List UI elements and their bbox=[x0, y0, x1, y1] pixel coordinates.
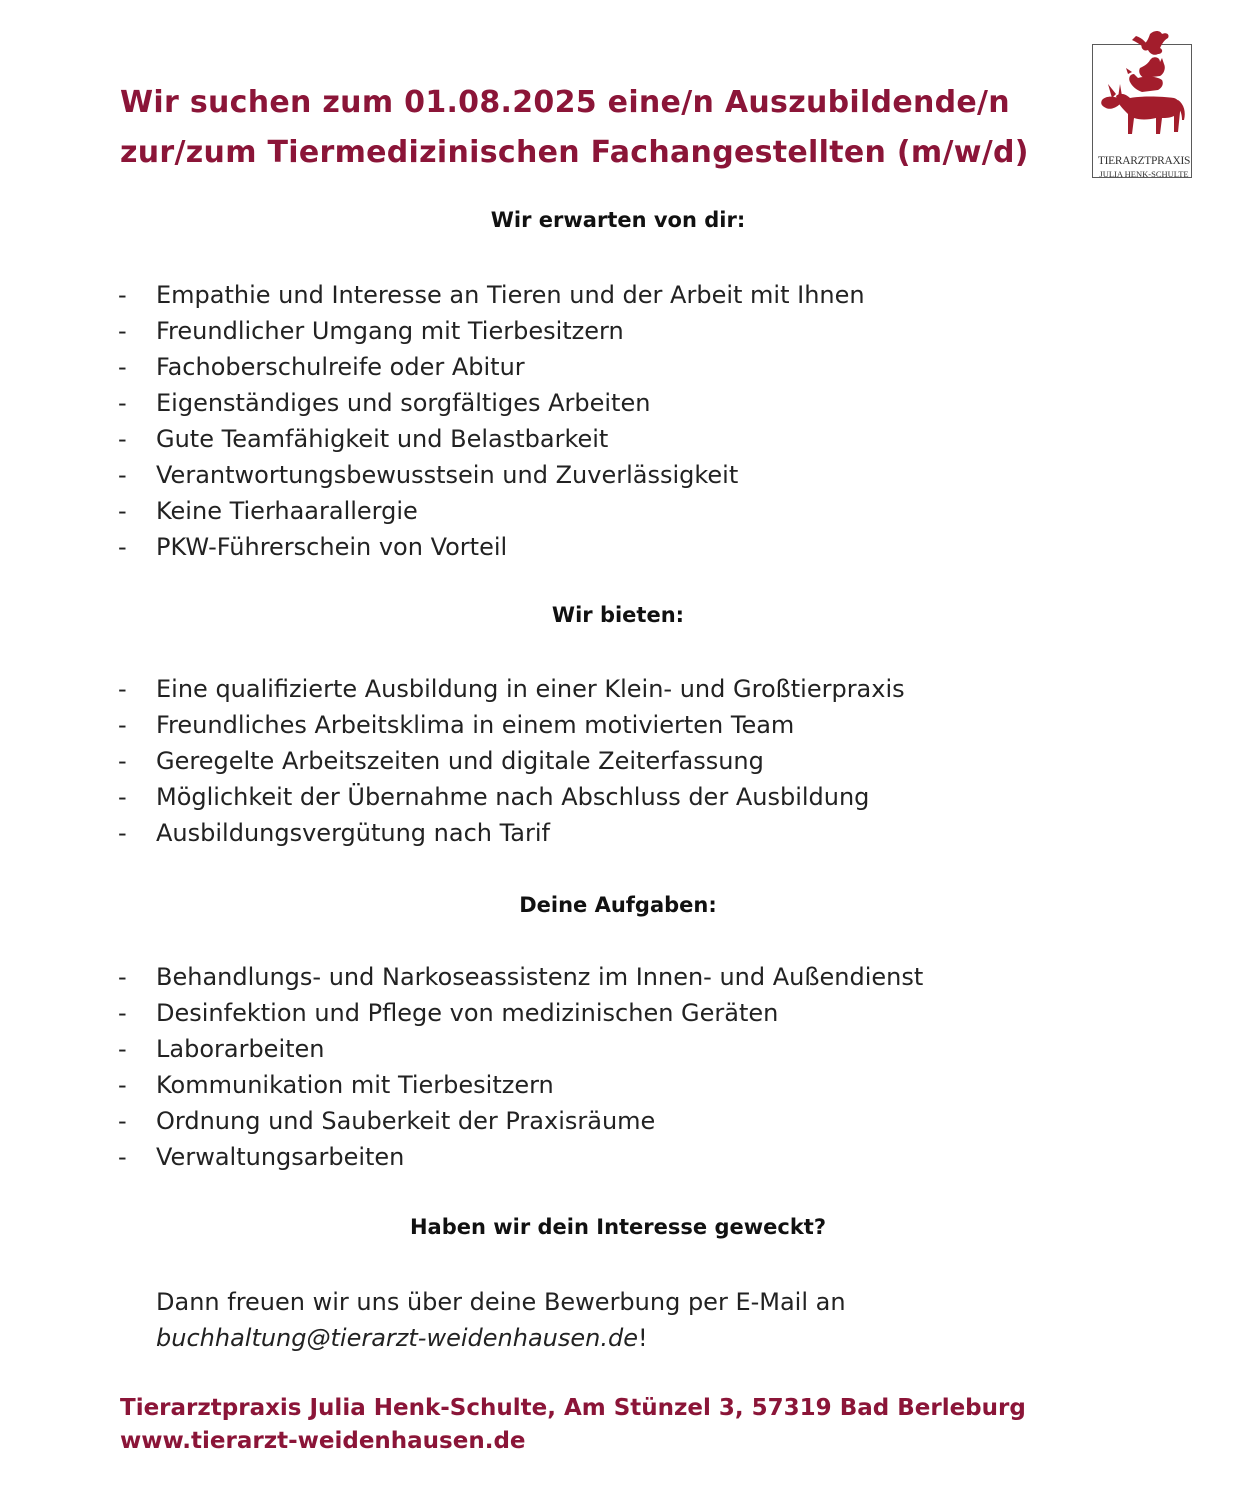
practice-logo bbox=[1090, 28, 1198, 184]
bullet-dash: - bbox=[118, 281, 127, 309]
list-item: - Verantwortungsbewusstsein und Zuverlässigkeit bbox=[118, 457, 865, 493]
title-line-2: zur/zum Tiermedizinischen Fachangestellten (m/w/d) bbox=[120, 135, 1029, 170]
list-item: - Freundlicher Umgang mit Tierbesitzern bbox=[118, 313, 865, 349]
list-item: - Geregelte Arbeitszeiten und digitale Zeiterfassung bbox=[118, 743, 905, 779]
bullet-dash: - bbox=[118, 963, 127, 991]
bullet-dash: - bbox=[118, 675, 127, 703]
logo-name-line-1: TIERARZTPRAXIS bbox=[1097, 155, 1191, 167]
email-link[interactable]: buchhaltung@tierarzt-weidenhausen.de bbox=[156, 1324, 638, 1352]
expectations-heading: Wir erwarten von dir: bbox=[490, 208, 746, 232]
bullet-dash: - bbox=[118, 1107, 127, 1135]
bullet-dash: - bbox=[118, 783, 127, 811]
list-item: - Eine qualifizierte Ausbildung in einer Klein- und Großtierpraxis bbox=[118, 671, 905, 707]
bullet-dash: - bbox=[118, 497, 127, 525]
list-item: - Empathie und Interesse an Tieren und der Arbeit mit Ihnen bbox=[118, 277, 865, 313]
bullet-dash: - bbox=[118, 317, 127, 345]
closing-text bbox=[156, 1284, 846, 1356]
bullet-dash: - bbox=[118, 461, 127, 489]
list-item: - Fachoberschulreife oder Abitur bbox=[118, 349, 865, 385]
list-item: - Eigenständiges und sorgfältiges Arbeiten bbox=[118, 385, 865, 421]
list-item: - Ausbildungsvergütung nach Tarif bbox=[118, 815, 905, 851]
footer-address: Tierarztpraxis Julia Henk-Schulte, Am Stünzel 3, 57319 Bad Berleburg bbox=[120, 1395, 1026, 1421]
bullet-dash: - bbox=[118, 425, 127, 453]
bullet-dash: - bbox=[118, 999, 127, 1027]
list-item: - Kommunikation mit Tierbesitzern bbox=[118, 1067, 923, 1103]
logo-name-line-2: JULIA HENK-SCHULTE bbox=[1099, 169, 1189, 179]
list-item: - Gute Teamfähigkeit und Belastbarkeit bbox=[118, 421, 865, 457]
list-item: - Möglichkeit der Übernahme nach Abschluss der Ausbildung bbox=[118, 779, 905, 815]
bullet-dash: - bbox=[118, 1071, 127, 1099]
tasks-list bbox=[118, 959, 923, 1175]
page-title bbox=[120, 78, 1029, 178]
title-line-1: Wir suchen zum 01.08.2025 eine/n Auszubildende/n bbox=[120, 85, 1010, 120]
bremen-town-musicians-icon bbox=[1090, 28, 1198, 158]
footer-website[interactable]: www.tierarzt-weidenhausen.de bbox=[120, 1428, 526, 1454]
list-item: - Verwaltungsarbeiten bbox=[118, 1139, 923, 1175]
list-item: - Freundliches Arbeitsklima in einem motivierten Team bbox=[118, 707, 905, 743]
list-item: - Ordnung und Sauberkeit der Praxisräume bbox=[118, 1103, 923, 1139]
list-item: - Laborarbeiten bbox=[118, 1031, 923, 1067]
bullet-dash: - bbox=[118, 533, 127, 561]
closing-heading: Haben wir dein Interesse geweckt? bbox=[409, 1215, 827, 1239]
list-item: - Behandlungs- und Narkoseassistenz im Innen- und Außendienst bbox=[118, 959, 923, 995]
bullet-dash: - bbox=[118, 353, 127, 381]
closing-line: Dann freuen wir uns über deine Bewerbung per E-Mail an bbox=[156, 1288, 846, 1316]
closing-suffix: ! bbox=[637, 1324, 648, 1352]
tasks-heading: Deine Aufgaben: bbox=[519, 893, 717, 917]
offers-heading: Wir bieten: bbox=[551, 603, 685, 627]
list-item: - Desinfektion und Pflege von medizinischen Geräten bbox=[118, 995, 923, 1031]
bullet-dash: - bbox=[118, 747, 127, 775]
bullet-dash: - bbox=[118, 819, 127, 847]
list-item: - PKW-Führerschein von Vorteil bbox=[118, 529, 865, 565]
expectations-list bbox=[118, 277, 865, 565]
bullet-dash: - bbox=[118, 711, 127, 739]
bullet-dash: - bbox=[118, 1143, 127, 1171]
offers-list bbox=[118, 671, 905, 851]
footer bbox=[120, 1392, 1026, 1458]
list-item: - Keine Tierhaarallergie bbox=[118, 493, 865, 529]
bullet-dash: - bbox=[118, 1035, 127, 1063]
bullet-dash: - bbox=[118, 389, 127, 417]
